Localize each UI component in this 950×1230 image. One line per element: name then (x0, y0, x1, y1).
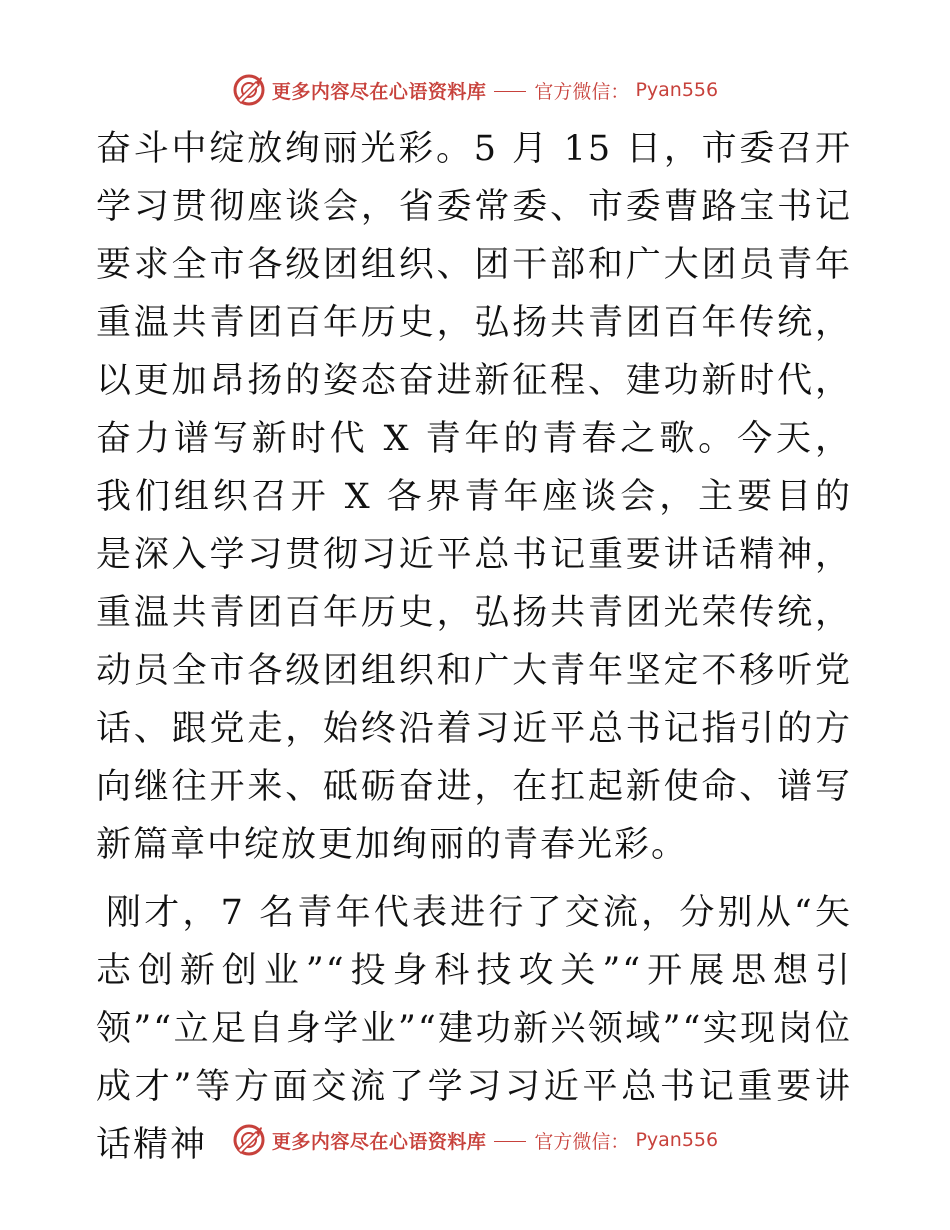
brand-text: 更多内容尽在心语资料库 (271, 80, 487, 103)
wechat-id: Pyan556 (635, 1129, 719, 1151)
header-watermark-banner (0, 70, 950, 110)
wechat-id: Pyan556 (635, 79, 719, 101)
divider-dash (494, 91, 526, 92)
brand-logo-icon (232, 73, 266, 107)
paragraph: 刚才，7 名青年代表进行了交流，分别从“矢志创新创业”“投身科技攻关”“开展思想引领”“立足自身学业”“建功新兴领域”“实现岗位成才”等方面交流了学习习近平总书记重要讲话精神 (96, 893, 852, 1165)
wechat-label: 官方微信： (534, 1130, 630, 1153)
brand-text: 更多内容尽在心语资料库 (271, 1130, 487, 1153)
brand-logo-icon (232, 1123, 266, 1157)
footer-watermark-banner (0, 1120, 950, 1160)
wechat-label: 官方微信： (534, 80, 630, 103)
paragraph: 奋斗中绽放绚丽光彩。5 月 15 日，市委召开学习贯彻座谈会，省委常委、市委曹路宝书记要求全市各级团组织、团干部和广大团员青年重温共青团百年历史，弘扬共青团百年传统，以更加昂扬的姿态奋进新征程、建功新时代，奋力谱写新时代 X 青年的青春之歌。今天，我们组织召开 X 各界青年座谈会，主要目的是深入学习贯彻习近平总书记重要讲话精神，重温共青团百年历史，弘扬共青团光荣传统，动员全市各级团组织和广大青年坚定不移听党话、跟党走，始终沿着习近平总书记指引的方向继往开来、砥砺奋进，在扛起新使命、谱写新篇章中绽放更加绚丽的青春光彩。 (96, 129, 852, 865)
document-body (96, 120, 852, 1174)
divider-dash (494, 1141, 526, 1142)
